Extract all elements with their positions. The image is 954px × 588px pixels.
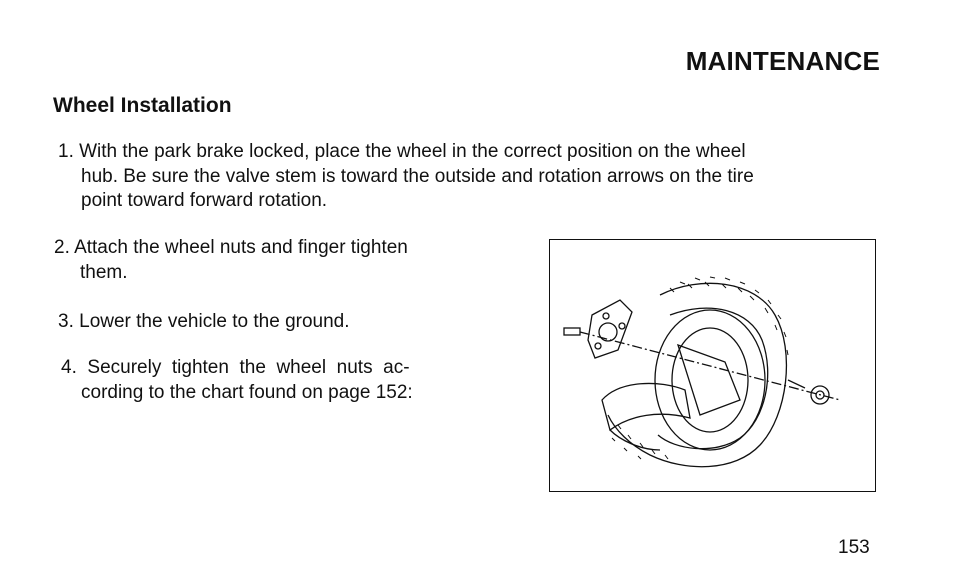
step-1-line-1: 1. With the park brake locked, place the wheel in the correct position on the wheel bbox=[58, 141, 746, 162]
step-2 bbox=[54, 236, 464, 285]
wheel-exploded-illustration bbox=[550, 240, 874, 490]
step-4-line-2: cording to the chart found on page 152: bbox=[81, 381, 413, 403]
hub-disk bbox=[588, 300, 632, 358]
step-3-line-1: 3. Lower the vehicle to the ground. bbox=[58, 311, 350, 332]
step-4-line-1: 4. Securely tighten the wheel nuts ac- bbox=[61, 357, 410, 378]
step-2-line-1: 2. Attach the wheel nuts and finger tighten bbox=[54, 237, 408, 258]
tire-inner-wall bbox=[658, 308, 768, 449]
step-2-line-2: them. bbox=[80, 261, 128, 283]
step-1-line-2: hub. Be sure the valve stem is toward the outside and rotation arrows on the tire bbox=[81, 165, 754, 187]
step-3 bbox=[58, 310, 468, 335]
step-1 bbox=[58, 140, 883, 214]
tire-outline bbox=[608, 283, 786, 466]
page-number: 153 bbox=[838, 537, 870, 558]
step-4 bbox=[61, 356, 461, 405]
section-title: MAINTENANCE bbox=[685, 46, 880, 76]
wheel-stud bbox=[564, 328, 580, 335]
step-1-line-3: point toward forward rotation. bbox=[81, 190, 328, 211]
subheading: Wheel Installation bbox=[53, 94, 232, 117]
wheel-installation-figure bbox=[549, 239, 876, 492]
